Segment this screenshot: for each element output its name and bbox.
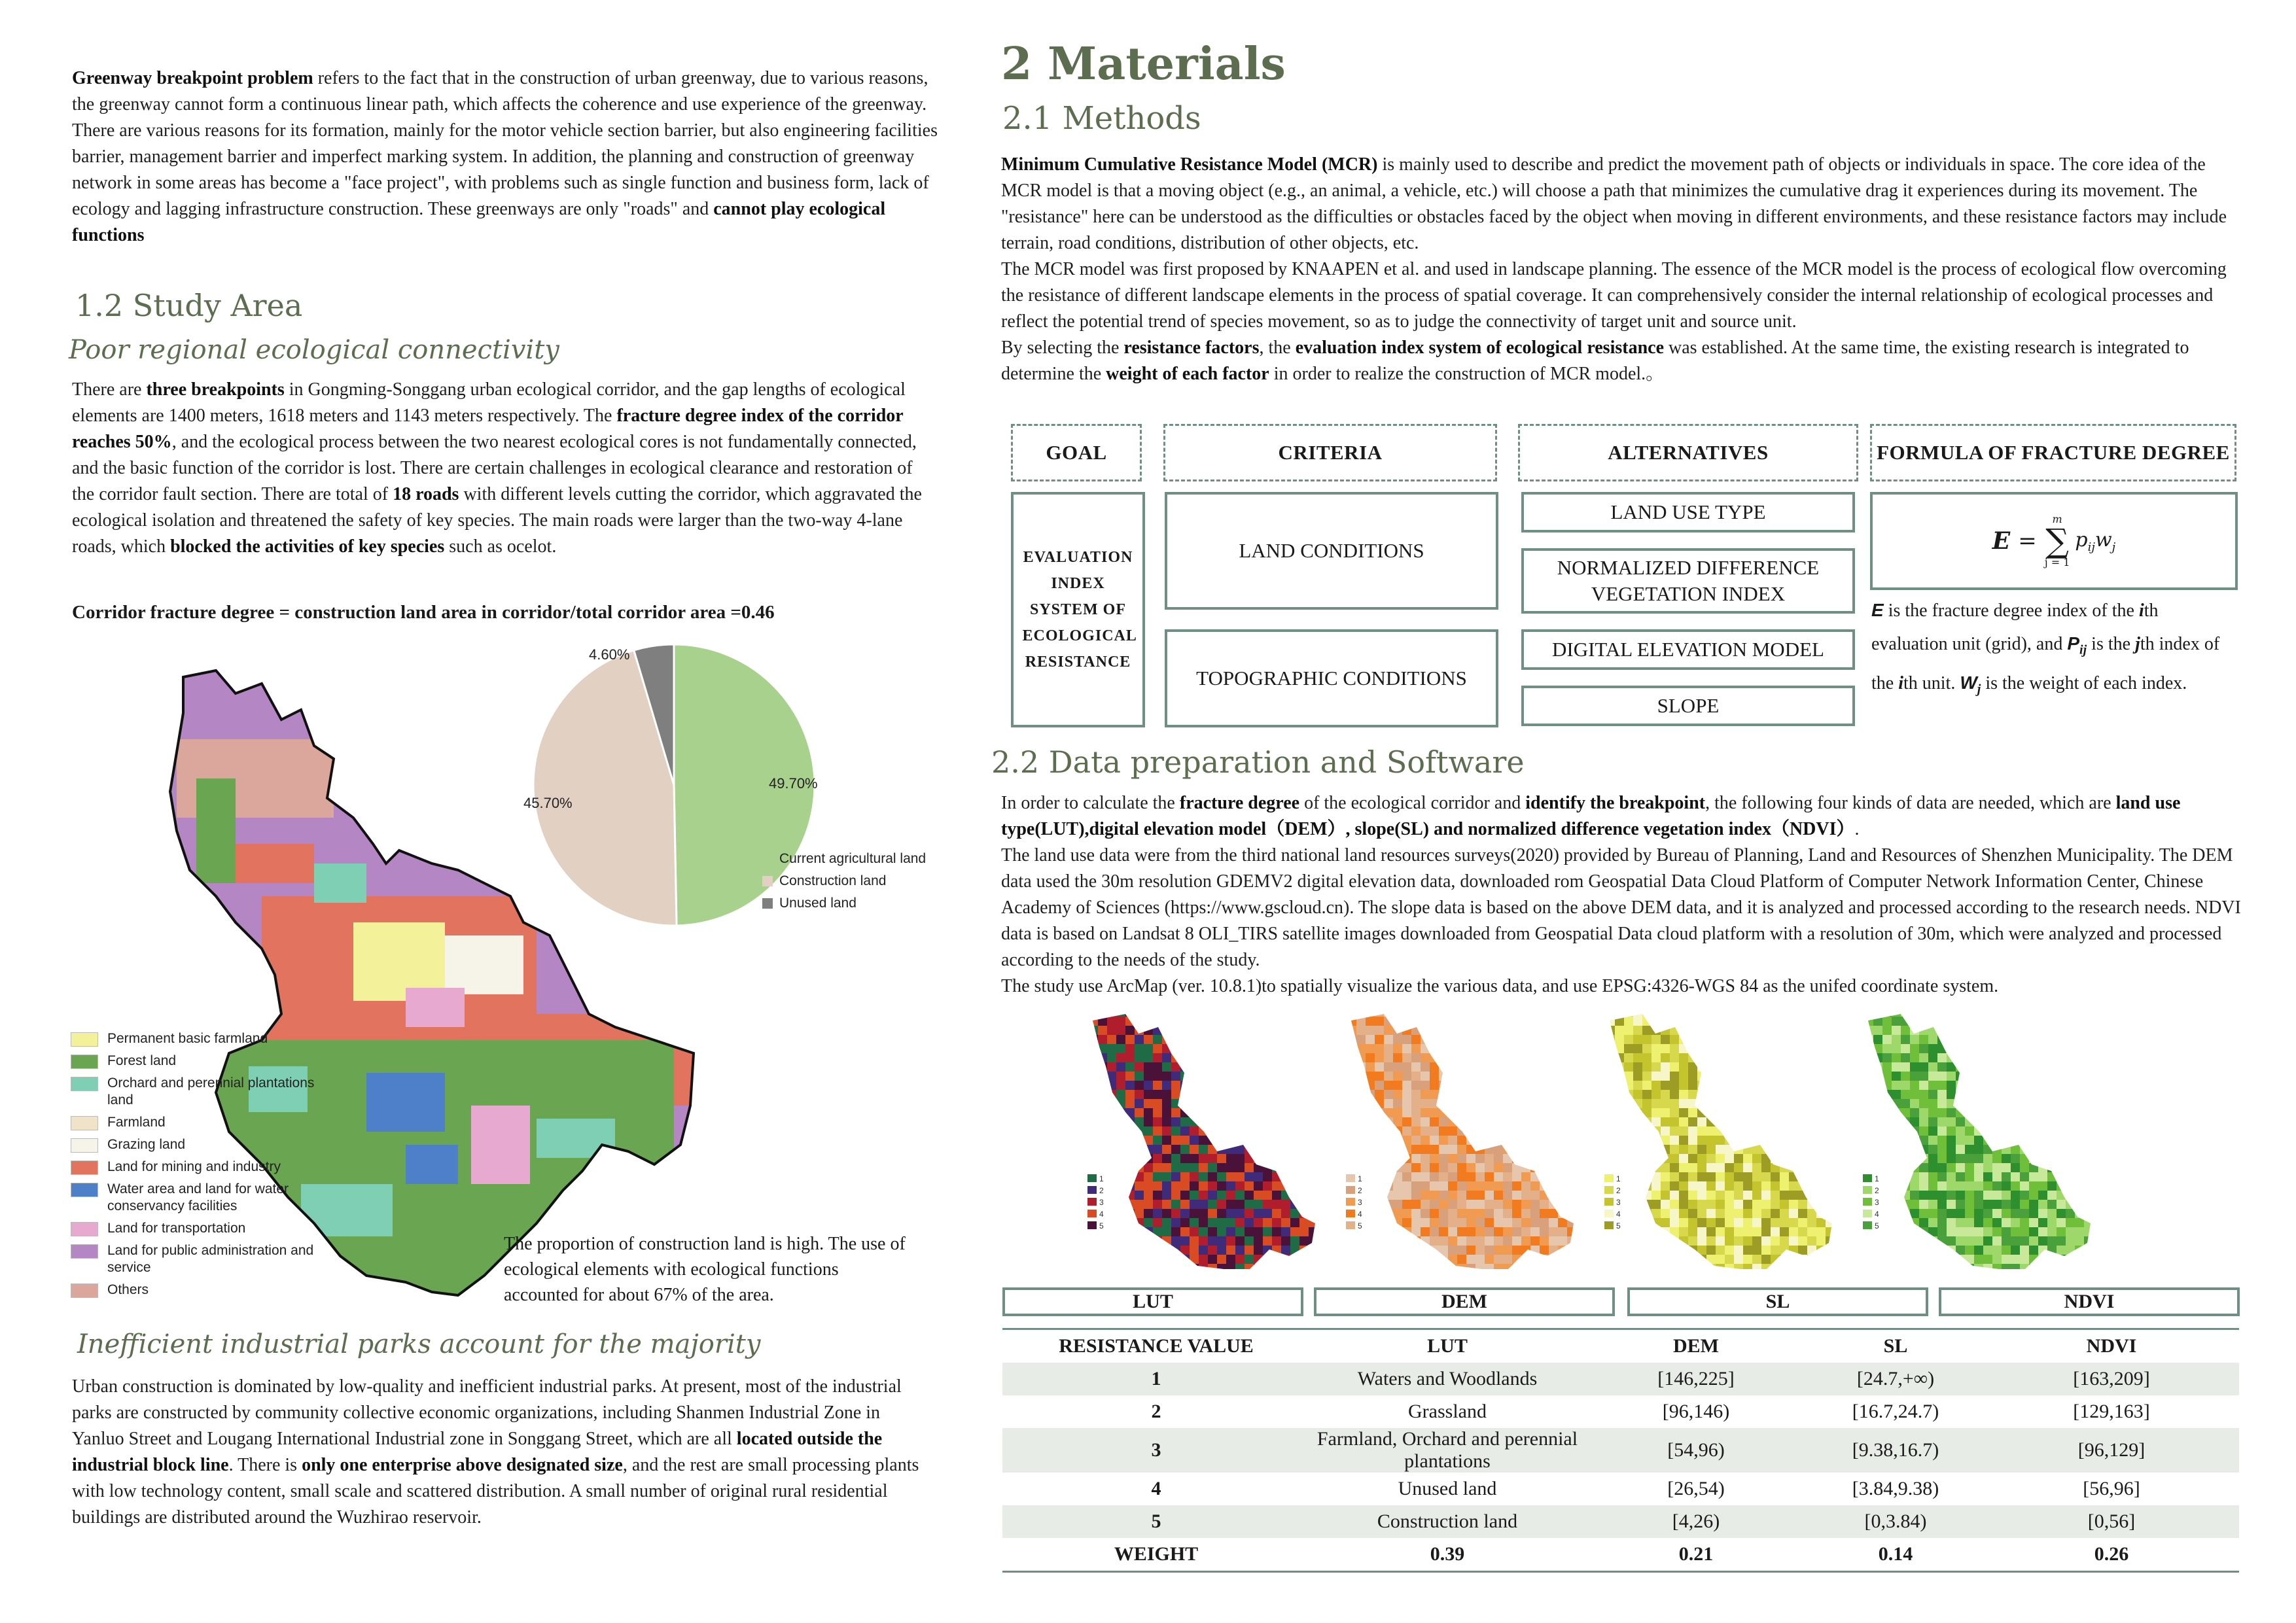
map-legend-number: 2 [1099,1186,1104,1195]
materials-title: 2 Materials [1001,38,1286,90]
intro-paragraph [72,65,939,249]
map-caption: The proportion of construction land is high. The use of ecological elements with ecological functions accounted for about 67% of the area. [504,1234,906,1305]
corridor-fracture-formula: Corridor fracture degree = construction land area in corridor/total corridor area =0.46 [72,602,775,623]
alt-box-lut: LAND USE TYPE [1521,492,1855,532]
table-cell: [146,225] [1585,1363,1807,1395]
map-legend-item [71,1220,319,1237]
legend-label: Grazing land [107,1137,186,1152]
legend-label: Others [107,1282,149,1297]
map-legend-item [71,1282,319,1299]
map-legend-swatch [1346,1221,1355,1229]
map-legend-swatch [1604,1186,1614,1194]
legend-label: Forest land [107,1053,177,1068]
label-sl: SL [1627,1287,1928,1316]
legend-swatch [762,876,773,886]
subheading-connectivity: Poor regional ecological connectivity [69,335,559,365]
legend-label: Construction land [779,873,887,888]
legend-swatch [71,1077,98,1091]
map-legend-number: 2 [1875,1186,1879,1195]
legend-label: Water area and land for water conservancy facilities [107,1181,289,1213]
table-row [1002,1363,2239,1395]
map-legend-number: 5 [1616,1221,1621,1230]
map-legend-item [71,1242,319,1276]
table-cell: 0.26 [2094,1543,2129,1565]
data-prep-title: 2.2 Data preparation and Software [991,744,1525,780]
map-legend-number: 5 [1358,1221,1362,1230]
legend-label: Orchard and perennial plantations land [107,1075,315,1108]
pie-legend-item [762,850,926,867]
table-cell: [24.7,+∞) [1807,1363,1984,1395]
table-header-cell: SL [1883,1335,1908,1357]
sl-map [1597,1007,1845,1276]
alt-box-dem: DIGITAL ELEVATION MODEL [1521,629,1855,670]
map-legend-number: 4 [1875,1210,1879,1219]
map-legend-swatch [1087,1198,1097,1206]
map-legend-swatch [1346,1198,1355,1206]
map-legend-item [71,1136,319,1153]
table-cell: Farmland, Orchard and perennial plantations [1310,1428,1585,1473]
table-cell: 1 [1002,1363,1310,1395]
table-cell: [96,129] [1984,1428,2239,1473]
map-legend-number: 4 [1616,1210,1621,1219]
legend-label: Current agricultural land [779,851,927,866]
formula-box [1870,492,2238,590]
legend-swatch [71,1183,98,1197]
table-cell: 0.14 [1878,1543,1913,1565]
map-legend-item [71,1159,319,1176]
label-ndvi: NDVI [1939,1287,2240,1316]
alternatives-header: ALTERNATIVES [1518,424,1858,481]
map-legend-item [71,1181,319,1215]
connectivity-paragraph: There are three breakpoints in Gongming-Songgang urban ecological corridor, and the gap lengths of ecological elements are 1400 meters, 1618 meters and 1143 meters respectively. The fracture degree index of the corridor reaches 50%, and the ecological process between the two nearest ecological cores is not fundamentally connected, and the basic function of the corridor is lost. There are certain challenges in ecological clearance and restoration of the corridor fault section. There are total of 18 roads with different levels cutting the corridor, which aggravated the ecological isolation and threatened the safety of key species. The main roads were larger than the two-way 4-lane roads, which blocked the activities of key species such as ocelot. [72,379,922,557]
methods-title: 2.1 Methods [1002,100,1201,137]
legend-label: Land for transportation [107,1221,246,1236]
study-area-title: 1.2 Study Area [75,288,303,323]
alt-box-ndvi: NORMALIZED DIFFERENCE VEGETATION INDEX [1521,548,1855,614]
pie-data-label: 45.70% [523,795,573,811]
formula-explanation: E is the fracture degree index of the ith evaluation unit (grid), and $P_{ij}$ is the jth index of the ith unit. $W_j$ is the weight of each index. [1871,600,2220,697]
intro-lead: Greenway breakpoint problem [72,68,313,88]
formula-header: FORMULA OF FRACTURE DEGREE [1870,424,2236,481]
data-prep-paragraph: In order to calculate the fracture degree of the ecological corridor and identify the breakpoint, the following four kinds of data are needed, which are land use type(LUT),digital elevation model（DEM）, slope(SL) and normalized difference vegetation index（NDVI）. The land use data were from the third national land resources surveys(2020) provided by Bureau of Planning, Land and Resources of Shenzhen Municipality. The DEM data used the 30m resolution GDEMV2 digital elevation data, downloaded rom Geospatial Data Cloud Platform of Computer Network Information Center, Chinese Academy of Sciences (https://www.gscloud.cn). The slope data is based on the above DEM data, and it is analyzed and processed according to the research needs. NDVI data is based on Landsat 8 OLI_TIRS satellite images downloaded from Geospatial Data cloud platform with a resolution of 30m, which were analyzed and processed according to the needs of the study. The study use ArcMap (ver. 10.8.1)to spatially visualize the various data, and use EPSG:4326-WGS 84 as the unifed coordinate system. [1001,793,2241,996]
table-cell: [3.84,9.38) [1852,1478,1939,1499]
map-legend-swatch [1863,1221,1872,1229]
legend-label: Land for mining and industry [107,1159,281,1174]
legend-swatch [71,1161,98,1175]
legend-swatch [71,1138,98,1153]
map-legend-number: 2 [1358,1186,1362,1195]
fracture-formula: E = m ∑ j = 1 $p_{ij}w_j$ [1992,513,2116,568]
map-legend-swatch [1087,1174,1097,1182]
map-legend-swatch [1087,1210,1097,1217]
table-cell: Grassland [1408,1401,1487,1422]
criteria-header: CRITERIA [1163,424,1497,481]
table-cell: [0,3.84) [1807,1505,1984,1538]
map-legend-item [71,1114,319,1131]
table-cell: WEIGHT [1114,1543,1199,1565]
map-legend-swatch [1863,1198,1872,1206]
map-legend-swatch [1346,1186,1355,1194]
table-cell: [26,54) [1667,1478,1725,1499]
map-legend-swatch [1087,1221,1097,1229]
intro-text: refers to the fact that in the construction of urban greenway, due to various reasons, the greenway cannot form a continuous linear path, which affects the coherence and use experience of the greenway. There are various reasons for its formation, mainly for the motor vehicle section barrier, but also engineering facilities barrier, management barrier and imperfect marking system. In addition, the planning and construction of greenway network in some areas has become a "face project", with problems such as single function and business form, lack of ecology and lagging infrastructure construction. These greenways are only "roads" and [72,68,938,219]
map-legend-swatch [1863,1210,1872,1217]
map-legend-number: 3 [1099,1198,1104,1207]
table-row [1002,1505,2239,1538]
map-legend-number: 1 [1616,1174,1621,1183]
map-legend-swatch [1346,1174,1355,1182]
legend-swatch [71,1055,98,1069]
map-legend-swatch [1863,1186,1872,1194]
map-legend-swatch [1604,1221,1614,1229]
table-header-row [1002,1329,2239,1363]
pie-legend [762,850,926,917]
legend-label: Farmland [107,1115,166,1130]
pie-legend-item [762,873,926,890]
alt-box-slope: SLOPE [1521,686,1855,726]
criteria-box-topo: TOPOGRAPHIC CONDITIONS [1165,629,1498,727]
map-legend-item [71,1053,319,1070]
map-legend-number: 1 [1358,1174,1362,1183]
table-cell: [56,96] [2083,1478,2140,1499]
map-legend-item [71,1030,319,1047]
map-legend-swatch [1604,1174,1614,1182]
legend-swatch [71,1244,98,1259]
legend-swatch [71,1222,98,1236]
thematic-maps [1080,1007,2127,1276]
subheading-industrial-parks: Inefficient industrial parks account for the majority [77,1329,761,1359]
table-header-cell: NDVI [2086,1335,2137,1357]
table-cell: 5 [1002,1505,1310,1538]
legend-label: Land for public administration and service [107,1243,314,1275]
table-row [1002,1395,2239,1428]
table-cell: [129,163] [2073,1401,2150,1422]
map-legend-swatch [1604,1210,1614,1217]
map-legend-number: 3 [1875,1198,1879,1207]
map-legend-swatch [1604,1198,1614,1206]
map-legend-number: 1 [1099,1174,1104,1183]
map-legend-number: 2 [1616,1186,1621,1195]
map-legend-number: 3 [1358,1198,1362,1207]
table-cell: 0.21 [1678,1543,1714,1565]
legend-swatch [762,898,773,909]
legend-swatch [71,1283,98,1298]
map-legend-number: 5 [1099,1221,1104,1230]
map-legend-item [71,1075,319,1109]
table-cell: [96,146) [1662,1401,1730,1422]
legend-swatch [71,1032,98,1047]
table-weight-row [1002,1538,2239,1572]
table-cell: [16.7,24.7) [1852,1401,1939,1422]
map-legend-number: 3 [1616,1198,1621,1207]
criteria-box-land: LAND CONDITIONS [1165,492,1498,610]
legend-label: Unused land [779,896,857,911]
industrial-paragraph: Urban construction is dominated by low-quality and inefficient industrial parks. At present, most of the industrial parks are constructed by community collective economic organizations, including Shanmen Industrial Zone in Yanluo Street and Lougang International Industrial zone in Songgang Street, which are all located outside the industrial block line. There is only one enterprise above designated size, and the rest are small processing plants with low technology content, small scale and scattered distribution. A small number of original rural residential buildings are distributed around the Wuzhirao reservoir. [72,1376,919,1527]
map-legend [71,1030,319,1304]
label-lut: LUT [1002,1287,1303,1316]
legend-swatch [71,1116,98,1130]
table-cell: Unused land [1398,1478,1497,1499]
dem-map [1338,1007,1587,1276]
table-header-cell: LUT [1427,1335,1468,1357]
table-cell: Waters and Woodlands [1310,1363,1585,1395]
pie-legend-item [762,895,926,912]
pie-data-label: 4.60% [589,646,630,663]
map-legend-number: 1 [1875,1174,1879,1183]
map-legend-swatch [1087,1186,1097,1194]
legend-label: Permanent basic farmland [107,1031,268,1046]
table-row [1002,1473,2239,1505]
table-row [1002,1428,2239,1473]
map-legend-number: 4 [1099,1210,1104,1219]
table-cell: 3 [1002,1428,1310,1473]
mcr-paragraph: Minimum Cumulative Resistance Model (MCR) is mainly used to describe and predict the movement path of objects or individuals in space. The core idea of the MCR model is that a moving object (e.g., an animal, a vehicle, etc.) will choose a path that minimizes the cumulative drag it experiences during its movement. The "resistance" here can be understood as the difficulties or obstacles faced by the object when moving in different environments, and these resistance factors may include terrain, road conditions, distribution of other objects, etc. The MCR model was first proposed by KNAAPEN et al. and used in landscape planning. The essence of the MCR model is the process of ecological flow overcoming the resistance of different landscape elements in the process of spatial coverage. It can comprehensively consider the internal relationship of ecological processes and reflect the potential trend of species movement, so as to judge the connectivity of target unit and source unit. By selecting the resistance factors, the evaluation index system of ecological resistance was established. At the same time, the existing research is integrated to determine the weight of each factor in order to realize the construction of MCR model.。 [1001,154,2227,384]
table-cell: [54,96) [1585,1428,1807,1473]
map-legend-swatch [1863,1174,1872,1182]
table-header-cell: DEM [1673,1335,1719,1357]
lut-map [1080,1007,1328,1276]
table-cell: [4,26) [1585,1505,1807,1538]
ndvi-map [1855,1007,2104,1276]
legend-swatch [762,854,773,864]
pie-data-label: 49.70% [769,775,818,792]
table-header-cell: RESISTANCE VALUE [1059,1335,1254,1357]
map-legend-swatch [1346,1210,1355,1217]
table-cell: 2 [1151,1401,1161,1422]
goal-box: EVALUATION INDEX SYSTEM OF ECOLOGICAL RESISTANCE [1011,492,1145,727]
goal-header: GOAL [1011,424,1142,481]
table-cell: 4 [1151,1478,1161,1499]
intro-bold-end: cannot play ecological functions [72,199,886,245]
table-cell: 0.39 [1430,1543,1465,1565]
table-cell: [163,209] [1984,1363,2239,1395]
label-dem: DEM [1314,1287,1615,1316]
table-cell: [9.38,16.7) [1807,1428,1984,1473]
map-legend-number: 4 [1358,1210,1362,1219]
table-cell: [0,56] [1984,1505,2239,1538]
resistance-table [1002,1328,2239,1573]
map-legend-number: 5 [1875,1221,1879,1230]
table-cell: Construction land [1310,1505,1585,1538]
